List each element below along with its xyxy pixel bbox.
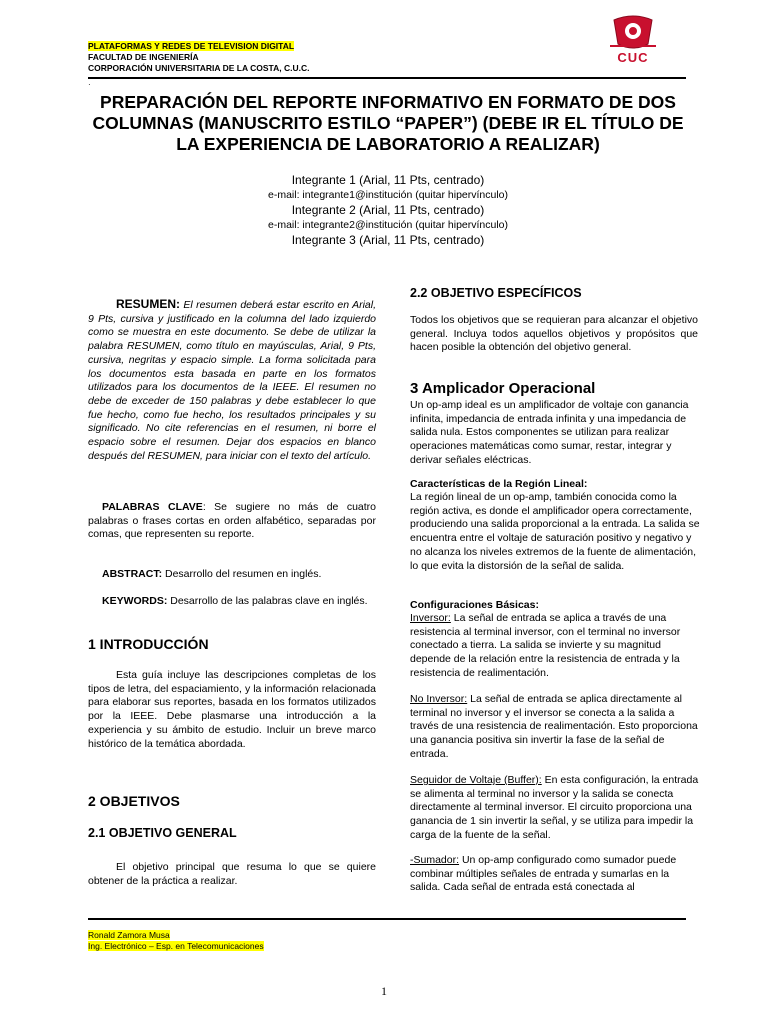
inversor-label: Inversor: (410, 612, 451, 624)
page-title: PREPARACIÓN DEL REPORTE INFORMATIVO EN FORMATO DE DOS COLUMNAS (MANUSCRITO ESTILO “PAPER”) (DEBE IR EL TÍTULO DE LA EXPERIENCIA DE LABORATORIO A REALIZAR) (92, 92, 684, 154)
objetivo-general-heading: 2.1 OBJETIVO GENERAL (88, 826, 237, 840)
page-number: 1 (381, 984, 387, 998)
sumador-label: -Sumador: (410, 854, 460, 866)
footer-author: Ronald Zamora Musa (88, 930, 170, 940)
author-2: Integrante 2 (Arial, 11 Pts, centrado) (291, 203, 485, 217)
intro-text: Esta guía incluye las descripciones completas de los tipos de letra, del espaciamiento, y la información relacionada para elaborar sus reportes, basada en los formatos utilizados por la IEEE. Debe plasmarse una introducción a la experiencia y su ámbito de estudio. Incluir un breve marco histórico de la temática abordada. (88, 669, 376, 750)
abstract-text: Desarrollo del resumen en inglés. (162, 568, 322, 580)
header-rule (88, 77, 686, 79)
region-lineal-text: La región lineal de un op-amp, también conocida como la región activa, es donde el amplificador opera correctamente, produciendo una salida proporcional a la entrada. La salida se encuentra entre el voltaje de saturación positivo y negativo y no alcanza los niveles extremos de la fuente de alimentación, lo que evita la distorsión de la señal de salida. (410, 491, 700, 572)
header-university: CORPORACIÓN UNIVERSITARIA DE LA COSTA, C.U.C. (88, 63, 310, 73)
abstract-paragraph (88, 568, 376, 582)
header-course: PLATAFORMAS Y REDES DE TELEVISION DIGITAL (88, 41, 295, 51)
author-2-email: e-mail: integrante2@institución (quitar hipervínculo) (267, 219, 509, 231)
no-inversor-text: La señal de entrada se aplica directamente al terminal no inversor y el inversor se conecta a la salida a través de una resistencia de realimentación. Esto proporciona una ganancia positiva sin invertir la fase de la señal de entrada. (410, 693, 698, 760)
amplificador-text: Un op-amp ideal es un amplificador de voltaje con ganancia infinita, impedancia de entrada infinita y una impedancia de salida nula. Estos componentes se utilizan para realizar operaciones matemáticas como sumar, restar, integrar y derivar señales eléctricas. (410, 399, 689, 466)
resumen-text: El resumen deberá estar escrito en Arial, 9 Pts, cursiva y justificado en la columna del lado izquierdo como se muestra en este documento. Se debe de utilizar la palabra RESUMEN, como título en mayúsculas, Arial, 9 Pts, cursiva, negritas y espacio simple. La forma solicitada para los documentos esta basada en parte en los formatos utilizados para los documentos de la IEEE. El resumen no debe de exceder de 150 palabras y debe establecer lo que fue hecho, como fue hecho, los resultados principales y su significado. No cite referencias en el resumen, ni borre el espacio sobre el resumen. Dejar dos espacios en blanco después del RESUMEN, para iniciar con el texto del artículo. (88, 299, 376, 462)
seguidor-text: En esta configuración, la entrada se alimenta al terminal no inversor y la salida se conecta directamente al terminal inversor. El circuito proporciona una ganancia de 1 sin invertir la señal, y se utiliza para impedir la carga de la fuente de la señal. (410, 774, 699, 841)
seguidor-label: Seguidor de Voltaje (Buffer): (410, 774, 542, 786)
sumador-text: Un op-amp configurado como sumador puede combinar múltiples señales de entrada y sumarlas en la salida. Cada señal de entrada está conectada al (410, 854, 677, 894)
seguidor-paragraph (410, 774, 702, 843)
configuraciones-heading: Configuraciones Básicas: (410, 599, 539, 611)
keywords-paragraph (88, 595, 376, 609)
sumador-paragraph (410, 854, 702, 895)
author-1-email: e-mail: integrante1@institución (quitar hipervínculo) (267, 189, 509, 201)
intro-heading: 1 INTRODUCCIÓN (88, 636, 209, 652)
palabras-clave-label: PALABRAS CLAVE (102, 501, 203, 513)
inversor-paragraph (410, 612, 702, 681)
objetivos-especificos-heading: 2.2 OBJETIVO ESPECÍFICOS (410, 286, 582, 300)
no-inversor-label: No Inversor: (410, 693, 468, 705)
author-block (88, 173, 688, 248)
resumen-paragraph (88, 298, 376, 463)
objetivo-general-text: El objetivo principal que resuma lo que se quiere obtener de la práctica a realizar. (88, 861, 376, 887)
cuc-logo (600, 14, 666, 68)
abstract-label: ABSTRACT: (102, 568, 163, 580)
author-1: Integrante 1 (Arial, 11 Pts, centrado) (291, 173, 485, 187)
objetivos-especificos-text: Todos los objetivos que se requieran para alcanzar el objetivo general. Incluya todos aquellos objetivos y propósitos que hacen posible la obtención del objetivo general. (410, 314, 698, 354)
header-dot: · (88, 80, 91, 89)
no-inversor-paragraph (410, 693, 702, 762)
author-3: Integrante 3 (Arial, 11 Pts, centrado) (291, 233, 485, 247)
keywords-label: KEYWORDS: (102, 595, 168, 607)
inversor-text: La señal de entrada se aplica a través de una resistencia al terminal inversor, con el terminal no inversor conectado a tierra. La salida se invierte y su magnitud depende de la relación entre la resistencia de entrada y la resistencia de realimentación. (410, 612, 681, 679)
palabras-clave-text: : Se sugiere no más de cuatro palabras o frases cortas en orden alfabético, separadas por comas, que representen su reporte. (88, 501, 376, 541)
objetivos-heading: 2 OBJETIVOS (88, 793, 180, 809)
footer-rule (88, 918, 686, 920)
keywords-text: Desarrollo de las palabras clave en inglés. (167, 595, 368, 607)
resumen-label: RESUMEN: (116, 297, 181, 311)
cuc-logo-text: CUC (617, 50, 649, 65)
amplificador-heading: 3 Amplicador Operacional (410, 380, 596, 397)
region-lineal-heading: Características de la Región Lineal: (410, 478, 588, 490)
palabras-clave-paragraph (88, 501, 376, 542)
header-faculty: FACULTAD DE INGENIERÍA (88, 52, 199, 62)
footer-role: Ing. Electrónico – Esp. en Telecomunicaciones (88, 941, 264, 951)
